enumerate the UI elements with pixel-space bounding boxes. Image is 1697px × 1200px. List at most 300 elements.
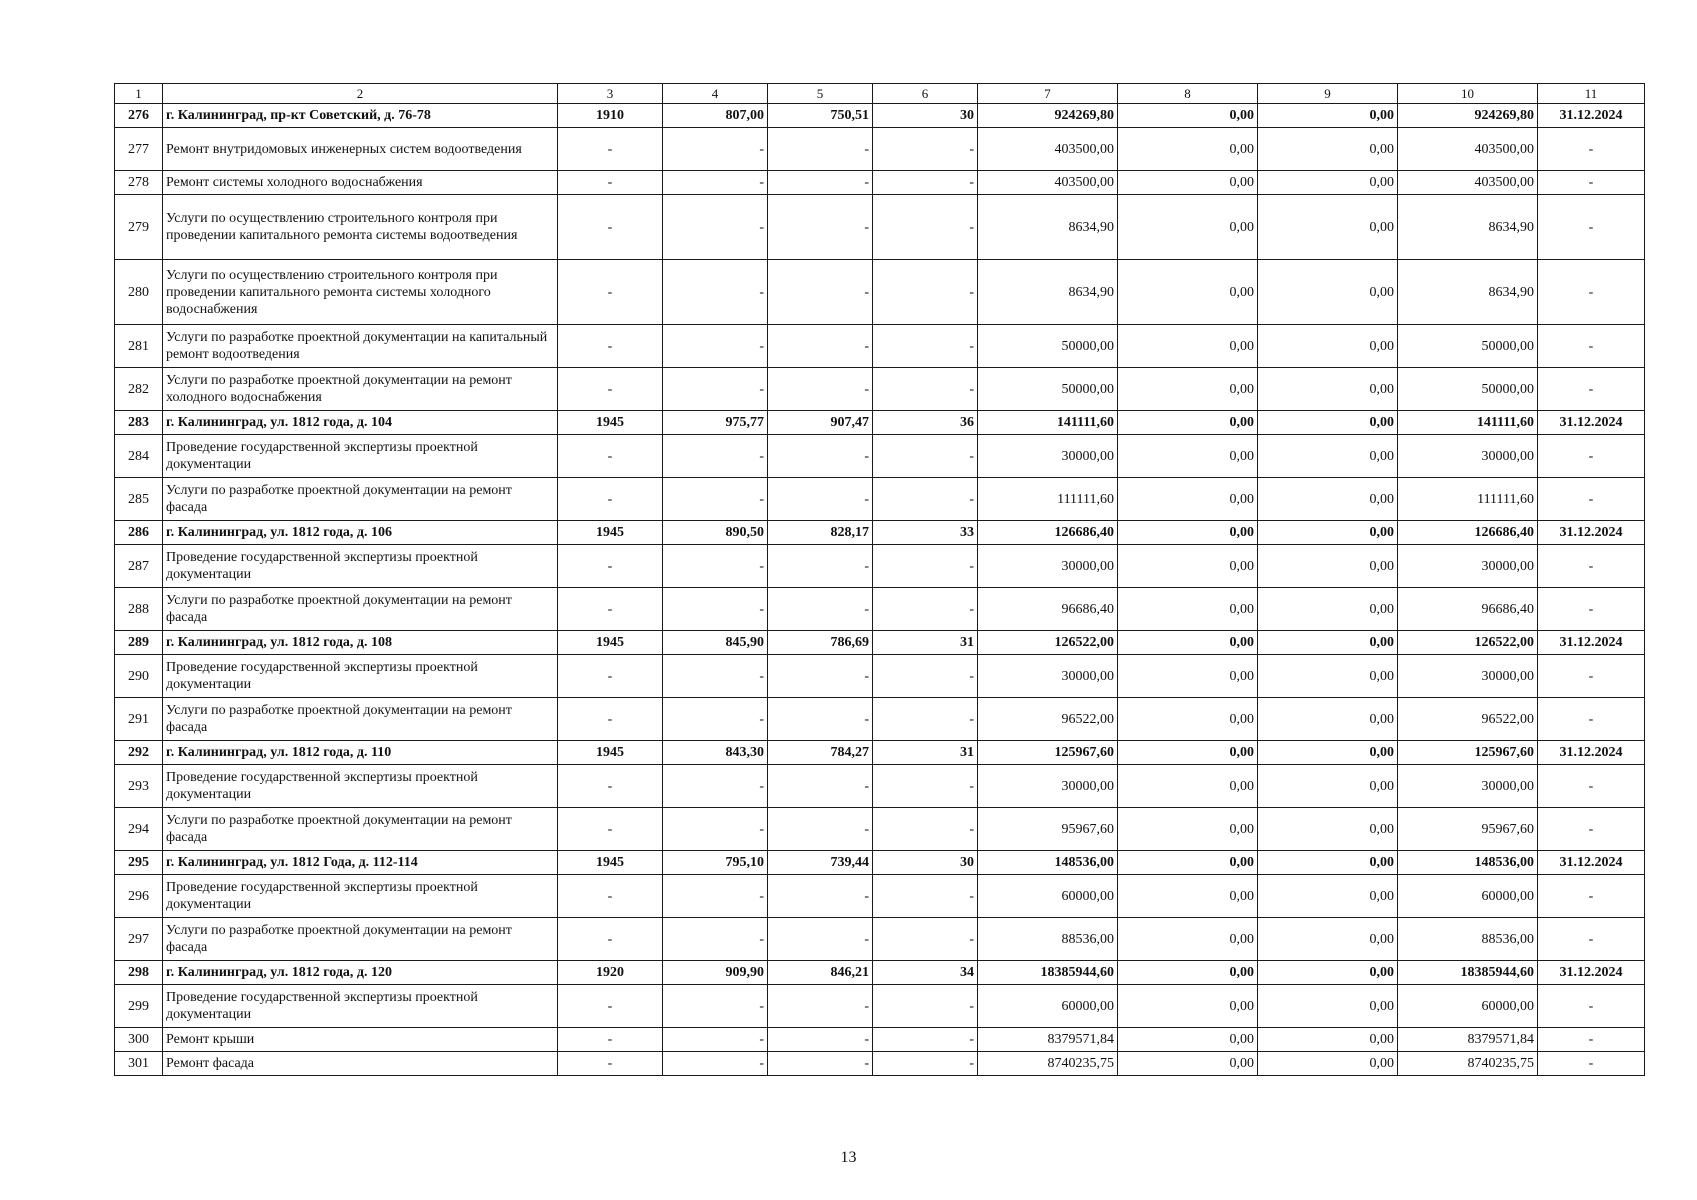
table-header-row <box>115 84 1645 104</box>
header-cell-col-area-living: 5 <box>768 84 873 104</box>
col-residents-cell: 33 <box>873 521 978 545</box>
work-item-row <box>115 195 1645 260</box>
col-number-cell: 287 <box>115 545 163 588</box>
col-completion-date-cell: 31.12.2024 <box>1538 411 1645 435</box>
col-year-cell: 1945 <box>558 631 663 655</box>
header-cell-col-residents: 6 <box>873 84 978 104</box>
col-description-cell: Проведение государственной экспертизы проектной документации <box>163 655 558 698</box>
col-number-cell: 294 <box>115 808 163 851</box>
col-funds-c-cell: 88536,00 <box>1398 918 1538 961</box>
col-description-cell: Услуги по разработке проектной документации на ремонт фасада <box>163 478 558 521</box>
col-funds-c-cell: 96522,00 <box>1398 698 1538 741</box>
col-area-living-cell: 784,27 <box>768 741 873 765</box>
col-funds-c-cell: 111111,60 <box>1398 478 1538 521</box>
col-residents-cell: - <box>873 588 978 631</box>
col-number-cell: 277 <box>115 128 163 171</box>
col-number-cell: 279 <box>115 195 163 260</box>
col-funds-b-cell: 0,00 <box>1258 104 1398 128</box>
col-total-cost-cell: 30000,00 <box>978 655 1118 698</box>
col-residents-cell: - <box>873 808 978 851</box>
col-area-total-cell: - <box>663 1028 768 1052</box>
col-year-cell: 1910 <box>558 104 663 128</box>
col-residents-cell: 36 <box>873 411 978 435</box>
col-funds-b-cell: 0,00 <box>1258 260 1398 325</box>
col-funds-a-cell: 0,00 <box>1118 851 1258 875</box>
work-item-row <box>115 260 1645 325</box>
col-residents-cell: 31 <box>873 741 978 765</box>
col-funds-c-cell: 30000,00 <box>1398 655 1538 698</box>
col-description-cell: Ремонт фасада <box>163 1052 558 1076</box>
col-area-living-cell: - <box>768 368 873 411</box>
work-item-row <box>115 545 1645 588</box>
col-completion-date-cell: - <box>1538 478 1645 521</box>
col-funds-b-cell: 0,00 <box>1258 195 1398 260</box>
col-funds-b-cell: 0,00 <box>1258 545 1398 588</box>
col-area-living-cell: 750,51 <box>768 104 873 128</box>
address-row <box>115 521 1645 545</box>
col-completion-date-cell: - <box>1538 765 1645 808</box>
col-funds-b-cell: 0,00 <box>1258 655 1398 698</box>
col-completion-date-cell: - <box>1538 128 1645 171</box>
col-funds-a-cell: 0,00 <box>1118 808 1258 851</box>
work-item-row <box>115 765 1645 808</box>
work-item-row <box>115 478 1645 521</box>
col-year-cell: 1945 <box>558 851 663 875</box>
col-residents-cell: - <box>873 435 978 478</box>
col-number-cell: 283 <box>115 411 163 435</box>
col-funds-a-cell: 0,00 <box>1118 741 1258 765</box>
col-funds-c-cell: 403500,00 <box>1398 128 1538 171</box>
col-completion-date-cell: - <box>1538 195 1645 260</box>
col-total-cost-cell: 8634,90 <box>978 260 1118 325</box>
col-description-cell: Ремонт системы холодного водоснабжения <box>163 171 558 195</box>
col-completion-date-cell: 31.12.2024 <box>1538 851 1645 875</box>
col-year-cell: - <box>558 1028 663 1052</box>
col-funds-a-cell: 0,00 <box>1118 521 1258 545</box>
col-year-cell: 1945 <box>558 741 663 765</box>
col-year-cell: 1920 <box>558 961 663 985</box>
col-completion-date-cell: - <box>1538 1052 1645 1076</box>
col-number-cell: 282 <box>115 368 163 411</box>
col-area-living-cell: - <box>768 1052 873 1076</box>
col-area-total-cell: - <box>663 128 768 171</box>
col-number-cell: 290 <box>115 655 163 698</box>
col-area-total-cell: - <box>663 325 768 368</box>
header-cell-col-funds-c: 10 <box>1398 84 1538 104</box>
work-item-row <box>115 171 1645 195</box>
col-number-cell: 298 <box>115 961 163 985</box>
col-year-cell: - <box>558 260 663 325</box>
col-description-cell: Ремонт крыши <box>163 1028 558 1052</box>
col-year-cell: - <box>558 325 663 368</box>
col-total-cost-cell: 88536,00 <box>978 918 1118 961</box>
col-funds-a-cell: 0,00 <box>1118 1028 1258 1052</box>
col-description-cell: г. Калининград, ул. 1812 Года, д. 112-114 <box>163 851 558 875</box>
col-residents-cell: - <box>873 985 978 1028</box>
col-number-cell: 292 <box>115 741 163 765</box>
address-row <box>115 631 1645 655</box>
col-area-total-cell: - <box>663 1052 768 1076</box>
col-total-cost-cell: 8379571,84 <box>978 1028 1118 1052</box>
col-area-living-cell: 907,47 <box>768 411 873 435</box>
col-area-living-cell: - <box>768 588 873 631</box>
col-funds-a-cell: 0,00 <box>1118 128 1258 171</box>
col-funds-a-cell: 0,00 <box>1118 961 1258 985</box>
col-area-total-cell: - <box>663 698 768 741</box>
col-funds-b-cell: 0,00 <box>1258 128 1398 171</box>
col-completion-date-cell: 31.12.2024 <box>1538 521 1645 545</box>
col-description-cell: г. Калининград, ул. 1812 года, д. 120 <box>163 961 558 985</box>
col-funds-c-cell: 125967,60 <box>1398 741 1538 765</box>
col-number-cell: 301 <box>115 1052 163 1076</box>
col-funds-c-cell: 8379571,84 <box>1398 1028 1538 1052</box>
col-description-cell: г. Калининград, ул. 1812 года, д. 108 <box>163 631 558 655</box>
col-number-cell: 297 <box>115 918 163 961</box>
col-area-total-cell: 890,50 <box>663 521 768 545</box>
col-number-cell: 280 <box>115 260 163 325</box>
col-year-cell: 1945 <box>558 411 663 435</box>
col-area-total-cell: - <box>663 655 768 698</box>
col-funds-b-cell: 0,00 <box>1258 1028 1398 1052</box>
col-funds-c-cell: 126686,40 <box>1398 521 1538 545</box>
col-funds-c-cell: 30000,00 <box>1398 435 1538 478</box>
col-funds-c-cell: 30000,00 <box>1398 545 1538 588</box>
col-area-living-cell: - <box>768 808 873 851</box>
col-description-cell: г. Калининград, ул. 1812 года, д. 104 <box>163 411 558 435</box>
col-funds-c-cell: 96686,40 <box>1398 588 1538 631</box>
col-total-cost-cell: 403500,00 <box>978 128 1118 171</box>
col-description-cell: Услуги по разработке проектной документации на ремонт фасада <box>163 698 558 741</box>
col-number-cell: 300 <box>115 1028 163 1052</box>
col-residents-cell: - <box>873 195 978 260</box>
col-total-cost-cell: 924269,80 <box>978 104 1118 128</box>
work-item-row <box>115 808 1645 851</box>
col-residents-cell: - <box>873 325 978 368</box>
col-completion-date-cell: - <box>1538 171 1645 195</box>
col-funds-c-cell: 60000,00 <box>1398 985 1538 1028</box>
col-total-cost-cell: 95967,60 <box>978 808 1118 851</box>
col-funds-a-cell: 0,00 <box>1118 104 1258 128</box>
col-funds-a-cell: 0,00 <box>1118 765 1258 808</box>
col-completion-date-cell: - <box>1538 1028 1645 1052</box>
col-funds-a-cell: 0,00 <box>1118 478 1258 521</box>
header-cell-col-funds-a: 8 <box>1118 84 1258 104</box>
col-completion-date-cell: 31.12.2024 <box>1538 631 1645 655</box>
col-funds-b-cell: 0,00 <box>1258 1052 1398 1076</box>
col-number-cell: 293 <box>115 765 163 808</box>
col-area-total-cell: 845,90 <box>663 631 768 655</box>
col-area-living-cell: - <box>768 478 873 521</box>
work-item-row <box>115 698 1645 741</box>
col-area-total-cell: - <box>663 545 768 588</box>
col-funds-c-cell: 30000,00 <box>1398 765 1538 808</box>
col-area-living-cell: 786,69 <box>768 631 873 655</box>
col-funds-c-cell: 18385944,60 <box>1398 961 1538 985</box>
col-year-cell: - <box>558 808 663 851</box>
header-cell-col-completion-date: 11 <box>1538 84 1645 104</box>
col-area-living-cell: - <box>768 698 873 741</box>
col-completion-date-cell: - <box>1538 260 1645 325</box>
col-area-living-cell: - <box>768 128 873 171</box>
col-year-cell: - <box>558 588 663 631</box>
col-area-living-cell: - <box>768 875 873 918</box>
col-funds-b-cell: 0,00 <box>1258 368 1398 411</box>
col-funds-c-cell: 50000,00 <box>1398 325 1538 368</box>
col-funds-a-cell: 0,00 <box>1118 260 1258 325</box>
col-total-cost-cell: 30000,00 <box>978 765 1118 808</box>
col-residents-cell: - <box>873 655 978 698</box>
col-number-cell: 291 <box>115 698 163 741</box>
col-year-cell: - <box>558 128 663 171</box>
col-description-cell: Проведение государственной экспертизы проектной документации <box>163 545 558 588</box>
col-funds-b-cell: 0,00 <box>1258 435 1398 478</box>
col-residents-cell: - <box>873 260 978 325</box>
col-completion-date-cell: - <box>1538 808 1645 851</box>
col-funds-b-cell: 0,00 <box>1258 851 1398 875</box>
col-funds-b-cell: 0,00 <box>1258 961 1398 985</box>
col-funds-c-cell: 8634,90 <box>1398 260 1538 325</box>
col-funds-b-cell: 0,00 <box>1258 411 1398 435</box>
col-residents-cell: 31 <box>873 631 978 655</box>
address-row <box>115 104 1645 128</box>
col-funds-c-cell: 60000,00 <box>1398 875 1538 918</box>
col-funds-a-cell: 0,00 <box>1118 588 1258 631</box>
work-item-row <box>115 655 1645 698</box>
col-description-cell: Услуги по разработке проектной документации на ремонт фасада <box>163 588 558 631</box>
col-funds-c-cell: 403500,00 <box>1398 171 1538 195</box>
col-total-cost-cell: 60000,00 <box>978 985 1118 1028</box>
col-total-cost-cell: 126522,00 <box>978 631 1118 655</box>
col-number-cell: 288 <box>115 588 163 631</box>
col-funds-b-cell: 0,00 <box>1258 171 1398 195</box>
address-row <box>115 961 1645 985</box>
col-area-total-cell: - <box>663 588 768 631</box>
col-residents-cell: - <box>873 368 978 411</box>
col-description-cell: Услуги по осуществлению строительного контроля при проведении капитального ремонта системы холодного водоснабжения <box>163 260 558 325</box>
work-item-row <box>115 875 1645 918</box>
col-funds-b-cell: 0,00 <box>1258 808 1398 851</box>
col-year-cell: 1945 <box>558 521 663 545</box>
col-area-living-cell: - <box>768 435 873 478</box>
col-funds-b-cell: 0,00 <box>1258 698 1398 741</box>
header-cell-col-funds-b: 9 <box>1258 84 1398 104</box>
col-year-cell: - <box>558 478 663 521</box>
col-description-cell: Проведение государственной экспертизы проектной документации <box>163 985 558 1028</box>
col-completion-date-cell: 31.12.2024 <box>1538 741 1645 765</box>
col-funds-a-cell: 0,00 <box>1118 325 1258 368</box>
col-residents-cell: - <box>873 875 978 918</box>
col-area-living-cell: - <box>768 545 873 588</box>
col-year-cell: - <box>558 195 663 260</box>
col-funds-c-cell: 95967,60 <box>1398 808 1538 851</box>
col-completion-date-cell: - <box>1538 875 1645 918</box>
address-row <box>115 851 1645 875</box>
col-area-total-cell: 975,77 <box>663 411 768 435</box>
col-area-total-cell: - <box>663 368 768 411</box>
work-item-row <box>115 588 1645 631</box>
col-year-cell: - <box>558 655 663 698</box>
col-area-total-cell: - <box>663 808 768 851</box>
col-total-cost-cell: 96522,00 <box>978 698 1118 741</box>
col-funds-b-cell: 0,00 <box>1258 478 1398 521</box>
col-total-cost-cell: 403500,00 <box>978 171 1118 195</box>
col-description-cell: Проведение государственной экспертизы проектной документации <box>163 875 558 918</box>
col-funds-a-cell: 0,00 <box>1118 545 1258 588</box>
col-year-cell: - <box>558 765 663 808</box>
address-row <box>115 411 1645 435</box>
col-area-living-cell: 828,17 <box>768 521 873 545</box>
col-funds-a-cell: 0,00 <box>1118 368 1258 411</box>
col-funds-a-cell: 0,00 <box>1118 195 1258 260</box>
col-total-cost-cell: 126686,40 <box>978 521 1118 545</box>
col-description-cell: Услуги по разработке проектной документации на ремонт фасада <box>163 808 558 851</box>
work-item-row <box>115 325 1645 368</box>
col-total-cost-cell: 50000,00 <box>978 368 1118 411</box>
col-area-total-cell: - <box>663 985 768 1028</box>
col-total-cost-cell: 8634,90 <box>978 195 1118 260</box>
col-residents-cell: - <box>873 171 978 195</box>
col-number-cell: 276 <box>115 104 163 128</box>
col-number-cell: 289 <box>115 631 163 655</box>
col-area-living-cell: - <box>768 918 873 961</box>
header-cell-col-area-total: 4 <box>663 84 768 104</box>
col-area-living-cell: - <box>768 260 873 325</box>
col-description-cell: Услуги по разработке проектной документации на капитальный ремонт водоотведения <box>163 325 558 368</box>
col-description-cell: Ремонт внутридомовых инженерных систем водоотведения <box>163 128 558 171</box>
col-area-living-cell: - <box>768 195 873 260</box>
col-number-cell: 299 <box>115 985 163 1028</box>
col-completion-date-cell: - <box>1538 655 1645 698</box>
col-funds-c-cell: 8634,90 <box>1398 195 1538 260</box>
col-funds-b-cell: 0,00 <box>1258 875 1398 918</box>
col-funds-a-cell: 0,00 <box>1118 698 1258 741</box>
col-residents-cell: - <box>873 1028 978 1052</box>
col-funds-a-cell: 0,00 <box>1118 1052 1258 1076</box>
col-area-total-cell: - <box>663 918 768 961</box>
col-area-total-cell: - <box>663 435 768 478</box>
col-total-cost-cell: 148536,00 <box>978 851 1118 875</box>
col-completion-date-cell: - <box>1538 588 1645 631</box>
col-residents-cell: - <box>873 918 978 961</box>
col-area-total-cell: 909,90 <box>663 961 768 985</box>
col-description-cell: Проведение государственной экспертизы проектной документации <box>163 765 558 808</box>
col-area-total-cell: 843,30 <box>663 741 768 765</box>
work-item-row <box>115 128 1645 171</box>
col-area-total-cell: - <box>663 478 768 521</box>
col-area-living-cell: - <box>768 985 873 1028</box>
col-funds-c-cell: 924269,80 <box>1398 104 1538 128</box>
col-funds-a-cell: 0,00 <box>1118 655 1258 698</box>
col-completion-date-cell: - <box>1538 918 1645 961</box>
col-completion-date-cell: 31.12.2024 <box>1538 104 1645 128</box>
col-area-total-cell: 795,10 <box>663 851 768 875</box>
col-description-cell: г. Калининград, ул. 1812 года, д. 106 <box>163 521 558 545</box>
col-funds-b-cell: 0,00 <box>1258 918 1398 961</box>
col-area-living-cell: 739,44 <box>768 851 873 875</box>
col-year-cell: - <box>558 171 663 195</box>
col-residents-cell: - <box>873 1052 978 1076</box>
col-funds-b-cell: 0,00 <box>1258 521 1398 545</box>
col-completion-date-cell: - <box>1538 325 1645 368</box>
col-funds-a-cell: 0,00 <box>1118 435 1258 478</box>
col-total-cost-cell: 111111,60 <box>978 478 1118 521</box>
col-funds-a-cell: 0,00 <box>1118 875 1258 918</box>
col-year-cell: - <box>558 1052 663 1076</box>
col-area-total-cell: - <box>663 875 768 918</box>
col-funds-a-cell: 0,00 <box>1118 411 1258 435</box>
col-area-living-cell: - <box>768 655 873 698</box>
col-residents-cell: - <box>873 128 978 171</box>
col-year-cell: - <box>558 698 663 741</box>
col-residents-cell: 30 <box>873 851 978 875</box>
header-cell-col-number: 1 <box>115 84 163 104</box>
col-residents-cell: - <box>873 545 978 588</box>
col-area-total-cell: 807,00 <box>663 104 768 128</box>
col-number-cell: 278 <box>115 171 163 195</box>
col-area-total-cell: - <box>663 765 768 808</box>
header-cell-col-description: 2 <box>163 84 558 104</box>
col-description-cell: Услуги по разработке проектной документации на ремонт фасада <box>163 918 558 961</box>
work-item-row <box>115 435 1645 478</box>
col-funds-a-cell: 0,00 <box>1118 985 1258 1028</box>
col-number-cell: 286 <box>115 521 163 545</box>
col-funds-b-cell: 0,00 <box>1258 985 1398 1028</box>
col-number-cell: 285 <box>115 478 163 521</box>
col-area-total-cell: - <box>663 171 768 195</box>
page-number: 13 <box>840 1149 857 1166</box>
work-item-row <box>115 918 1645 961</box>
works-table <box>114 83 1645 1076</box>
col-funds-b-cell: 0,00 <box>1258 588 1398 631</box>
col-funds-a-cell: 0,00 <box>1118 631 1258 655</box>
col-description-cell: Услуги по осуществлению строительного контроля при проведении капитального ремонта системы водоотведения <box>163 195 558 260</box>
work-item-row <box>115 1052 1645 1076</box>
col-funds-c-cell: 50000,00 <box>1398 368 1538 411</box>
col-funds-c-cell: 8740235,75 <box>1398 1052 1538 1076</box>
col-year-cell: - <box>558 368 663 411</box>
header-cell-col-year: 3 <box>558 84 663 104</box>
col-total-cost-cell: 18385944,60 <box>978 961 1118 985</box>
col-total-cost-cell: 8740235,75 <box>978 1052 1118 1076</box>
col-completion-date-cell: - <box>1538 985 1645 1028</box>
col-funds-b-cell: 0,00 <box>1258 325 1398 368</box>
col-number-cell: 281 <box>115 325 163 368</box>
col-description-cell: Проведение государственной экспертизы проектной документации <box>163 435 558 478</box>
col-area-living-cell: - <box>768 325 873 368</box>
col-area-total-cell: - <box>663 195 768 260</box>
col-number-cell: 284 <box>115 435 163 478</box>
col-completion-date-cell: 31.12.2024 <box>1538 961 1645 985</box>
col-funds-a-cell: 0,00 <box>1118 918 1258 961</box>
col-area-total-cell: - <box>663 260 768 325</box>
col-completion-date-cell: - <box>1538 368 1645 411</box>
col-description-cell: г. Калининград, пр-кт Советский, д. 76-78 <box>163 104 558 128</box>
col-total-cost-cell: 125967,60 <box>978 741 1118 765</box>
col-funds-b-cell: 0,00 <box>1258 741 1398 765</box>
col-total-cost-cell: 50000,00 <box>978 325 1118 368</box>
col-description-cell: г. Калининград, ул. 1812 года, д. 110 <box>163 741 558 765</box>
col-residents-cell: - <box>873 765 978 808</box>
col-number-cell: 296 <box>115 875 163 918</box>
col-area-living-cell: 846,21 <box>768 961 873 985</box>
col-funds-a-cell: 0,00 <box>1118 171 1258 195</box>
col-completion-date-cell: - <box>1538 545 1645 588</box>
col-funds-c-cell: 148536,00 <box>1398 851 1538 875</box>
col-year-cell: - <box>558 545 663 588</box>
col-residents-cell: - <box>873 478 978 521</box>
header-cell-col-total-cost: 7 <box>978 84 1118 104</box>
col-funds-c-cell: 126522,00 <box>1398 631 1538 655</box>
